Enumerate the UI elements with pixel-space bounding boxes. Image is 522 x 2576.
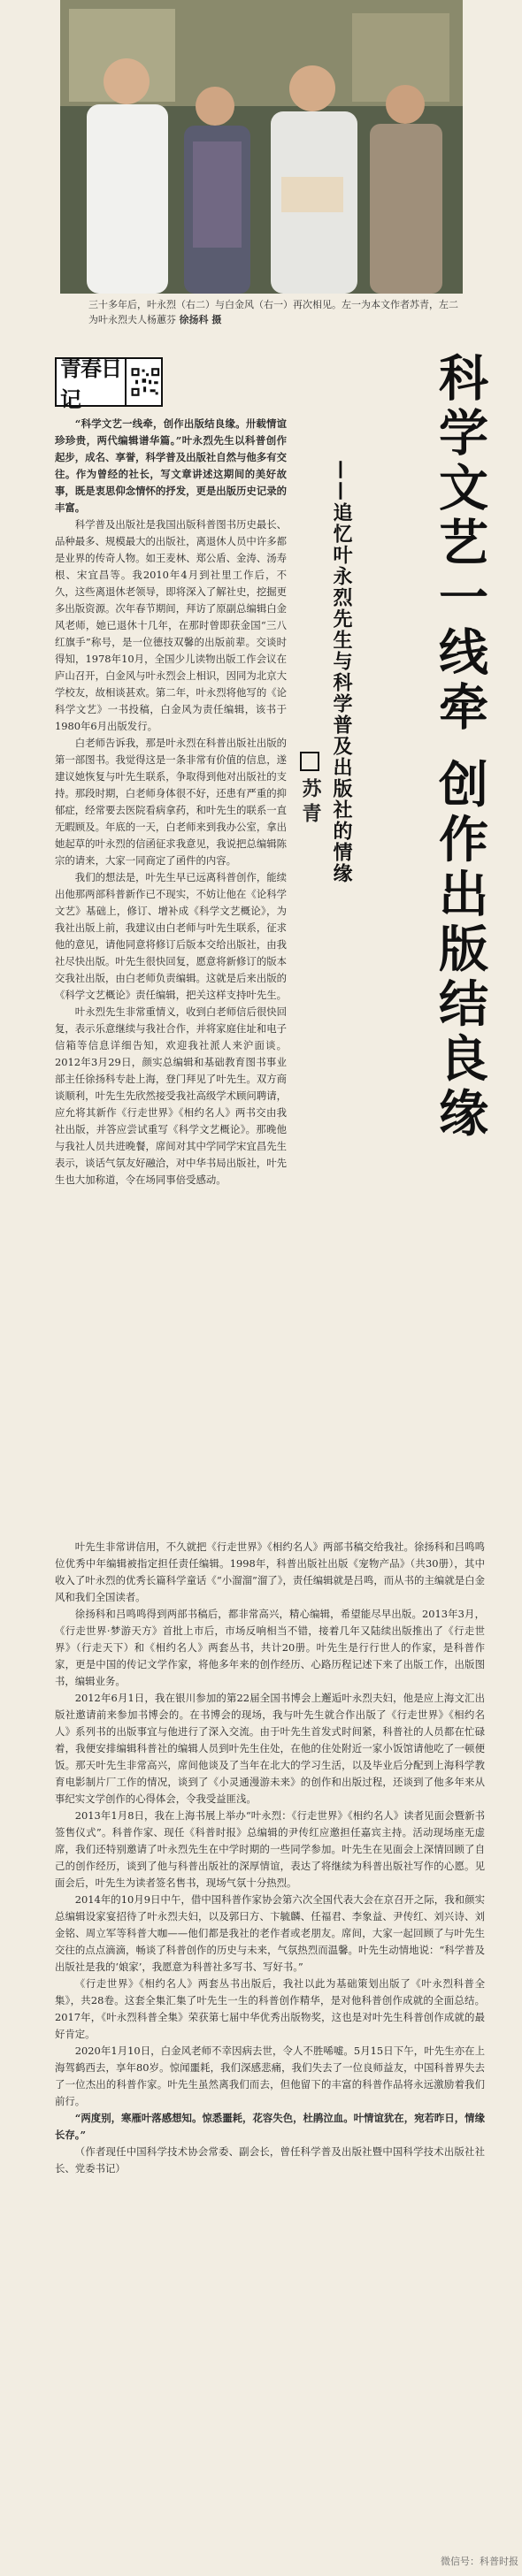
body-paragraph: 白老师告诉我，那是叶永烈在科普出版社出版的第一部图书。我觉得这是一条非常有价值的信息，遂建议她恢复与叶先生联系，争取得到他对出版社的支持。那段时期，白老师身体很不好，还患有严重的抑郁症，经常要去医院看病拿药，和叶先生的联系一直无暇顾及。年底的一天，白老师来到我办公室，拿出她起草的叶永烈的信函征求我意见，我说把总编辑陈宗的请来，大家一同商定了函件的内容。	[55, 737, 288, 867]
subheadline: ——追忆叶永烈先生与科学普及出版社的情缘	[330, 460, 352, 884]
headline: 科学文艺一线牵 创作出版结良缘	[431, 352, 488, 1143]
byline-box-icon	[300, 752, 319, 771]
body-paragraph: 叶永烈先生非常重情义，收到白老师信后很快回复，表示乐意继续与我社合作，并将家庭住址和电子信箱等信息详细告知，欢迎我社派人来沪面谈。2012年3月29日，颜实总编辑和基础教育图书事业部主任徐扬科专赴上海，登门拜见了叶先生。双方商谈顺利，叶先生先欣然接受我社高级学术顾问聘请，应允将其新作《行走世界》《相约名人》两书交由我社出版，并答应尝试重写《科学文艺概论》。那晚他与我社人员共进晚餐，席间对其中学同学宋宜昌先生表示，谈话气氛友好融洽，对中华书局出版社，叶先生也大加称道，令在场同事倍受感动。	[55, 1005, 288, 1186]
body-paragraph: 2020年1月10日，白金风老师不幸因病去世，令人不胜唏嘘。5月15日下午，叶先生亦在上海驾鹤西去，享年80岁。惊闻噩耗，我们深感悲痛，我们失去了一位良师益友，中国科普界失去了一位杰出的科普作家。叶先生虽然离我们而去，但他留下的丰富的科普作品将永远激励着我们前行。	[55, 2045, 485, 2107]
body-paragraph: 我们的想法是，叶先生早已远离科普创作，能续出他那两部科普新作已不现实，不妨让他在《论科学文艺》基础上，修订、增补成《科学文艺概论》，为我社出版上前，我建议由白老师与叶先生联系，征求他的意见，请他同意将修订后版本交给出版社，由我社尽快出版。叶先生很快回复，愿意将新修订的版本交我社出版，由白老师负责编辑。这就是后来出版的《科学文艺概论》责任编辑，把关这样支持叶先生。	[55, 871, 288, 1001]
photo-credit: 徐扬科 摄	[179, 314, 222, 325]
photo-illustration	[60, 0, 463, 294]
group-photo	[60, 0, 463, 294]
column-logo	[55, 356, 163, 412]
body-paragraph: 科学普及出版社是我国出版科普图书历史最长、品种最多、规模最大的出版社，离退休人员中许多都是业界的传奇人物。如王麦林、郑公盾、金涛、汤寿根、宋宜昌等。我2010年4月到社里工作后，不久，这些离退休老领导，即将深入了解社史，挖掘更多出版资源。次年春节期间，拜访了原副总编辑白金风老师，她已退休十几年，在那时曾即获金国“三八红旗手”称号，是一位德技双馨的出版前辈。交谈时得知，1978年10月，全国少儿读物出版工作会议在庐山召开，白金风与叶永烈会上相识，因同为北京大学校友，故相谈甚欢。第二年，叶永烈将他写的《论科学文艺》一书投稿，白金风为责任编辑，该书于1980年6月出版发行。	[55, 518, 288, 732]
closing-verse: “两度别，寒雁叶落感想知。惊悉噩耗，花容失色，杜鹃泣血。叶情谊犹在，宛若昨日，情缘长存。”	[55, 2112, 485, 2141]
body-paragraph: 2014年的10月9日中午，借中国科普作家协会第六次全国代表大会在京召开之际，我和颜实总编辑设家宴招待了叶永烈夫妇，以及郭曰方、卞毓麟、任福君、李象益、尹传红、刘兴诗、刘金铭、周立军等科普大咖——他们都是我社的老作者或老朋友。席间，大家一起回顾了与叶先生交往的点点滴滴，畅谈了科普创作的历史与未来，气氛热烈而温馨。叶先生动情地说：“科学普及出版社是我的‘娘家’，我愿意为科普社多写书、写好书。”	[55, 1893, 485, 1973]
caption-text: 三十多年后，叶永烈（右二）与白金风（右一）再次相见。左一为本文作者苏青，左二为叶永烈夫人杨蕙芬	[88, 299, 458, 325]
photo-caption	[88, 297, 460, 327]
body-paragraph: 《行走世界》《相约名人》两套丛书出版后，我社以此为基础策划出版了《叶永烈科普全集》，共28卷。这套全集汇集了叶先生一生的科普创作精华，是对他科普创作成就的全面总结。2017年，《叶永烈科普全集》荣获第七届中华优秀出版物奖，这也是对叶先生科普创作成就的最好肯定。	[55, 1977, 485, 2040]
article-body-column	[55, 416, 287, 1189]
qr-code-icon	[130, 362, 161, 402]
body-paragraph: 2013年1月8日，我在上海书展上举办“叶永烈：《行走世界》《相约名人》读者见面会暨新书签售仪式”。科普作家、现任《科普时报》总编辑的尹传红应邀担任嘉宾主持。活动现场座无虚席，我们还特别邀请了叶永烈先生在中学时期的一些同学参加。叶先生在见面会上深情回顾了自己的创作经历，谈到了他与科普出版社的深厚情谊，表达了将继续为科普出版社写作的心愿。见面会后，叶先生为读者签名售书，现场气氛十分热烈。	[55, 1809, 485, 1889]
body-paragraph: “科学文艺一线牵，创作出版结良缘。卅载情谊珍珍贵，两代编辑谱华篇。”叶永烈先生以科普创作起步，成名、享誉，科学普及出版社自然与他多有交往。作为曾经的社长，写文章讲述这期间的美好故事，既是衷思仰念情怀的抒发，更是出版历史记录的丰富。	[55, 417, 287, 514]
column-logo-text: 青春日记	[57, 359, 127, 405]
adjacent-article-strip	[2, 1008, 44, 1503]
article-body-full	[55, 1539, 485, 2177]
body-paragraph: 徐扬科和吕鸣鸣得到两部书稿后，都非常高兴，精心编辑，希望能尽早出版。2013年3月，《行走世界·梦游天方》首批上市后，市场反响相当不错，接着几年又陆续出版推出了《行走世界》（行走天下）和《相约名人》两套丛书，共计20册。叶先生是行行世人的作家，是科普作家，更是中国的传记文学作家，将他多年来的创作经历、心路历程记述下来了出版工作，出版图书，编辑业务。	[55, 1608, 485, 1687]
author-byline	[296, 752, 324, 828]
author-name: 苏青	[299, 778, 321, 828]
author-note: （作者现任中国科学技术协会常委、副会长，曾任科学普及出版社暨中国科学技术出版社社长、党委书记）	[55, 2145, 485, 2175]
body-paragraph: 2012年6月1日，我在银川参加的第22届全国书博会上邂逅叶永烈夫妇，他是应上海文汇出版社邀请前来参加书博会的。在书博会的现场，我与叶先生就合作出版了《行走世界》《相约名人》系列书的出版事宜与他进行了深入交流。由于叶先生首发式时间紧，科普社的人员都在忙碌着，我便安排编辑科普社的编辑人员到叶先生住处，在他的住处附近一家小饭馆请他吃了一顿便饭。那天叶先生非常高兴，席间他谈及了当年在北大的学习生活，以及毕业后分配到上海科学教育电影制片厂工作的情况，谈到了《小灵通漫游未来》的创作和出版过程，还谈到了他多年来从事纪实文学创作的心得体会，令我受益匪浅。	[55, 1692, 485, 1805]
source-watermark: 微信号：科普时报	[441, 2556, 518, 2567]
body-paragraph: 叶先生非常讲信用，不久就把《行走世界》《相约名人》两部书稿交给我社。徐扬科和吕鸣鸣位优秀中年编辑被指定担任责任编辑。1998年，科普出版社出版《宠物产品》（共30册），其中收入了叶永烈的优秀长篇科学童话《“小溜溜”溜了》，责任编辑就是吕鸣，而从书的主编就是白金风和我们全国读者。	[55, 1540, 485, 1603]
